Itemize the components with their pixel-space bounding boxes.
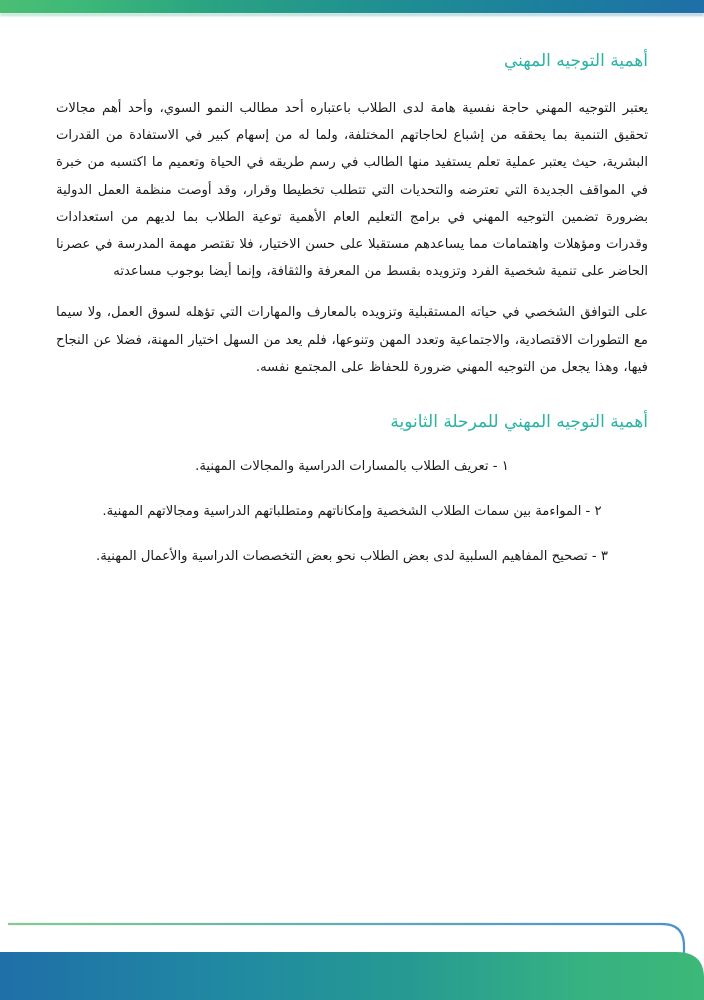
- body-paragraph-2: على التوافق الشخصي في حياته المستقبلية وتزويده بالمعارف والمهارات التي تؤهله لسوق العمل، ولا سيما مع التطورات الاقتصادية، والاجتماعية وتعدد المهن وتنوعها، فلم يعد من السهل اختيار المهنة، فضلا عن النجاح فيها، وهذا يجعل من التوجيه المهني ضرورة للحفاظ على المجتمع نفسه.: [56, 305, 648, 375]
- list-item: ٢ - المواءمة بين سمات الطلاب الشخصية وإمكاناتهم ومتطلباتهم الدراسية ومجالاتهم المهنية.: [102, 504, 602, 520]
- document-content: [56, 48, 648, 570]
- numbered-list: [56, 453, 648, 570]
- body-paragraph-1: يعتبر التوجيه المهني حاجة نفسية هامة لدى الطلاب باعتباره أحد مطالب النمو السوي، وأحد أهم مجالات تحقيق التنمية بما يحققه من إشباع لحاجاتهم المختلفة، ولما له من إسهام كبير في الاستفادة من القدرات البشرية، حيث يعتبر عملية تعلم يستفيد منها الطالب في رسم طريقه في الحياة وتعميم ما اكتسبه من خبرة في المواقف الجديدة التي تعترضه والتحديات التي تتطلب تخطيطا وقرار، وقد أوصت منظمة العمل الدولية بضرورة تضمين التوجيه المهني في برامج التعليم العام الأهمية توعية الطلاب بما لديهم من استعدادات وقدرات ومؤهلات واهتمامات مما يساعدهم مستقبلا على حسن الاختيار، فلا تقتصر مهمة المدرسة في عصرنا الحاضر على تنمية شخصية الفرد وتزويده بقسط من المعرفة والثقافة، وإنما أيضا بوجوب مساعدته: [56, 101, 648, 280]
- section-heading-wrap: [56, 409, 648, 435]
- top-bar-shadow: [0, 13, 704, 16]
- bottom-decoration: [0, 910, 704, 1000]
- top-gradient-bar: [0, 0, 704, 13]
- list-item: ١ - تعريف الطلاب بالمسارات الدراسية والمجالات المهنية.: [195, 459, 509, 475]
- list-item: ٣ - تصحيح المفاهيم السلبية لدى بعض الطلاب نحو بعض التخصصات الدراسية والأعمال المهنية.: [96, 549, 608, 565]
- section-heading-secondary: أهمية التوجيه المهني للمرحلة الثانوية: [390, 412, 648, 433]
- page-title: أهمية التوجيه المهني: [503, 51, 648, 71]
- bottom-gradient-bar: [0, 952, 704, 1000]
